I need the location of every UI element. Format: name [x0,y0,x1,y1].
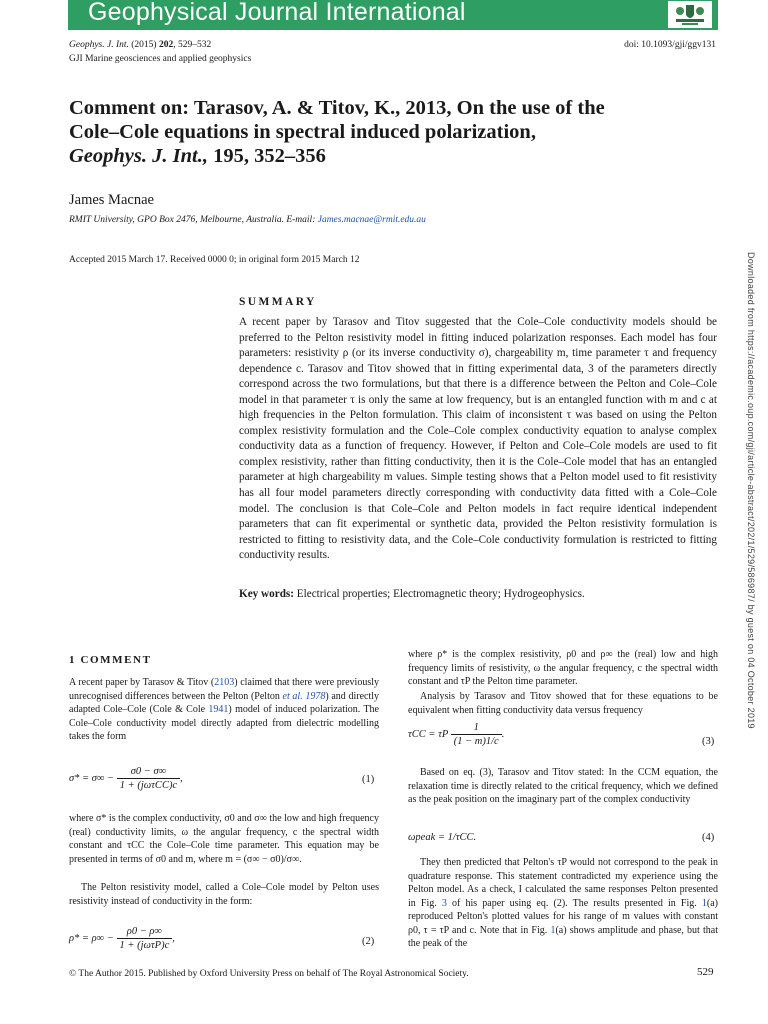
title-line-3-rest: 195, 352–356 [207,145,326,167]
keywords-label: Key words: [239,588,294,600]
citation-line [69,38,211,52]
article-title [69,96,669,168]
eq3-fraction [451,722,502,747]
author-name: James Macnae [69,192,154,208]
citation-link-pelton-1978[interactable]: et al. 1978 [282,690,326,702]
left-p1-text-b: ) claimed that there were previously unrecognised differences between the Pelton (Pelton [69,677,380,702]
eq3-denominator: (1 − m)1/c [453,736,499,747]
affiliation-text: RMIT University, GPO Box 2476, Melbourne, Australia. E-mail: [69,215,318,225]
eq4-number: (4) [702,832,715,843]
doi[interactable]: doi: 10.1093/gji/ggv131 [624,40,716,50]
left-paragraph-2: where σ* is the complex conductivity, σ0 and σ∞ the low and high frequency (real) conductivity limits, ω the angular frequency, c the spectral width constant and τCC the Cole–Cole time parameter. This equation may be presented in terms of σ0 and m, where m = (σ∞ − σ0)/σ∞. [69,813,379,865]
citation-year: (2015) [131,40,157,50]
right-paragraph-3: Based on eq. (3), Tarasov and Titov stated: In the CCM equation, the relaxation time is directly related to the critical frequency, which we defined as the peak position on the imaginary part of the complex conductivity [408,767,718,805]
eq1-tail: , [180,772,183,784]
title-journal-italic: Geophys. J. Int., [69,145,208,167]
equation-2 [69,926,175,951]
author-affiliation [69,215,426,225]
right-p4-text-b: of his paper using eq. (2). The results presented in Fig. [446,897,702,909]
right-p4-text-a: They then predicted that Pelton's τP would not correspond to the peak in quadrature response. This statement contradicted my experience using the Pelton model. As a check, I calculated the same responses Pelton presented in Fig. [408,857,718,909]
eq2-numerator: ρ0 − ρ∞ [117,926,173,939]
citation-link-2013[interactable]: 2103 [214,677,235,688]
journal-name: Geophysical Journal International [88,0,466,26]
equation-1 [69,766,183,791]
title-line-3 [69,144,669,168]
keywords-list: Electrical properties; Electromagnetic theory; Hydrogeophysics. [294,588,585,600]
download-watermark: Downloaded from https://academic.oup.com/gji/article-abstract/202/1/529/586987/ by guest on 04 October 2019 [746,252,756,729]
title-line-1: Comment on: Tarasov, A. & Titov, K., 2013, On the use of the [69,97,605,119]
left-p1-text-d: ) model of induced polarization. The Cole–Cole conductivity model directly adapted from dielectric modelling takes the form [69,704,379,742]
left-p1-text-a: A recent paper by Tarasov & Titov ( [69,677,215,688]
eq1-denominator: 1 + (jωτCC)c [119,780,178,791]
right-paragraph-4 [408,856,718,951]
article-dates: Accepted 2015 March 17. Received 0000 0; in original form 2015 March 12 [69,255,360,265]
ras-crest-icon [668,1,712,28]
eq1-numerator: σ0 − σ∞ [117,766,180,779]
section-heading: 1 COMMENT [69,654,152,666]
left-paragraph-3: The Pelton resistivity model, called a Cole–Cole model by Pelton uses resistivity instead of conductivity in the form: [69,882,379,907]
eq3-lhs: τCC = τP [408,728,449,740]
right-p4-text-d: (a) shows amplitude and phase, but that the peak of the [408,924,718,949]
left-p1-text-c: ) and directly adapted Cole–Cole (Cole & Cole [69,690,380,715]
figure-link-1a[interactable]: 1 [701,897,707,909]
copyright-footer: © The Author 2015. Published by Oxford University Press on behalf of The Royal Astronomical Society. [69,969,469,979]
page-number: 529 [697,966,714,978]
equation-4: ωpeak = 1/τCC. [408,832,477,843]
eq1-number: (1) [362,774,375,785]
eq3-numerator: 1 [451,722,502,735]
journal-banner [68,0,718,30]
figure-link-3[interactable]: 3 [441,897,447,909]
title-line-2: Cole–Cole equations in spectral induced polarization, [69,121,536,143]
eq2-fraction [117,926,173,951]
eq3-number: (3) [702,736,715,747]
author-email-link[interactable]: James.macnae@rmit.edu.au [317,215,426,225]
right-paragraph-1: where ρ* is the complex resistivity, ρ0 and ρ∞ the (real) low and high frequency limits of resistivity, ω the angular frequency, c the spectral width constant and τP the Pelton time parameter. [408,649,718,687]
citation-journal: Geophys. J. Int. [69,40,129,50]
journal-section: GJI Marine geosciences and applied geophysics [69,54,252,64]
summary-heading: SUMMARY [239,296,317,308]
citation-volume: 202 [158,40,174,50]
eq2-tail: , [172,932,175,944]
eq2-denominator: 1 + (jωτP)c [119,940,170,951]
eq3-tail: . [501,728,505,740]
keywords [239,588,585,600]
right-p4-text-c: (a) reproduced Pelton's plotted values for his range of m values with constant ρ0, τ = τP and c. Note that in Fig. [408,897,718,936]
equation-3 [408,722,504,747]
summary-text: A recent paper by Tarasov and Titov suggested that the Cole–Cole conductivity models should be preferred to the Pelton resistivity model in fitting induced polarization responses. Each model has four parameters: resistivity ρ (or its inverse conductivity σ), chargeability m, time parameter τ and frequency dependence c. Tarasov and Titov showed that in fitting experimental data, 3 of the parameters directly correspond across the two formulations, but that there is a difference between the Pelton and Cole–Cole model in that parameter τ is only the same at low frequency, but is an entangled function with m and c at high frequencies in the Pelton formulation. This claim of inconsistent τ was based on using the Pelton complex resistivity formulation and the Cole–Cole complex conductivity equation to analyse complex conductivity data as a function of frequency. However, if Pelton and Cole–Cole models are used to fit complex resistivity, rather than fitting conductivity, then it is the Cole–Cole model that has an entangled parameter at high chargeability m values. Simple testing shows that a Pelton model used to fit resistivity has all four model parameters directly corresponding with conductivity data fitted with a Cole–Cole model. The conclusion is that Cole–Cole and Pelton models in fact require identical independent parameters that can fit experimental or synthetic data, provided the Pelton resistivity formulation is restricted to fitting to resistivity data, and the Cole–Cole conductivity formulation is restricted to fitting conductivity results. [239,316,717,562]
figure-link-1a-second[interactable]: 1 [550,924,556,936]
eq1-fraction [117,766,180,791]
eq2-number: (2) [362,936,375,947]
right-paragraph-2: Analysis by Tarasov and Titov showed that for these equations to be equivalent when fitting conductivity data versus frequency [408,691,718,716]
citation-pages: , 529–532 [173,40,212,50]
citation-link-1941[interactable]: 1941 [208,704,229,715]
eq2-lhs: ρ* = ρ∞ − [69,932,114,944]
left-paragraph-1 [69,676,379,744]
eq1-lhs: σ* = σ∞ − [69,772,115,784]
